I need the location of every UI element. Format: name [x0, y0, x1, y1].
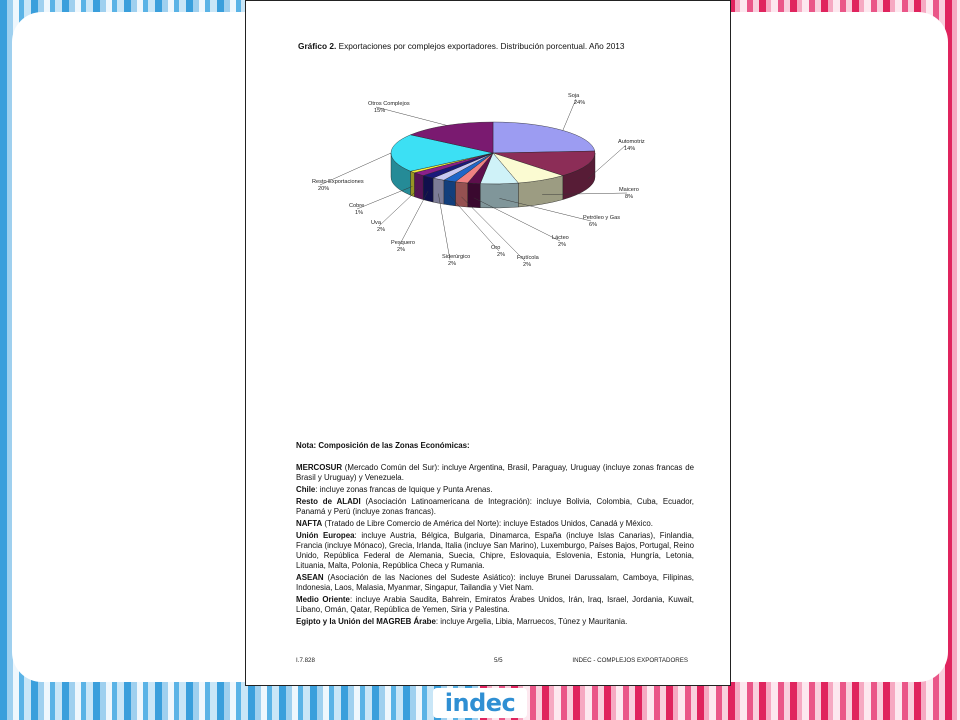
note-item-term: ASEAN [296, 573, 324, 583]
note-item [296, 595, 694, 615]
pie-slice-side [423, 176, 433, 202]
pie-slice-label: Pesquero [391, 240, 415, 246]
note-item [296, 617, 694, 627]
document-footer [296, 657, 688, 669]
pie-slice-label: Cobre [349, 203, 365, 209]
note-item-term: Egipto y la Unión del MAGREB Árabe [296, 617, 436, 627]
note-item-term: Chile [296, 485, 316, 495]
chart-title-number: Gráfico 2. [298, 41, 337, 51]
pie-chart [246, 81, 732, 281]
pie-slice-value: 15% [374, 108, 386, 114]
indec-logo [433, 688, 527, 718]
note-item-text: (Asociación de las Naciones del Sudeste Asiático): incluye Brunei Darussalam, Camboya, Filipinas, Indonesia, Laos, Malasia, Myanmar, Singapur, Tailandia y Viet Nam. [296, 573, 694, 593]
note-item-text: (Asociación Latinoamericana de Integración): incluye Bolivia, Colombia, Cuba, Ecuador, Panamá y Perú (incluye zonas francas). [296, 497, 694, 517]
pie-slice-label: Lácteo [552, 235, 569, 241]
pie-slice-value: 2% [523, 262, 532, 268]
pie-chart-tops [391, 122, 595, 184]
pie-slice-value: 6% [589, 222, 598, 228]
pie-slice-side [468, 183, 481, 208]
pie-slice-value: 2% [497, 252, 506, 258]
note-item-term: NAFTA [296, 519, 323, 529]
note-item-text: (Mercado Común del Sur): incluye Argentina, Brasil, Paraguay, Uruguay (incluye zonas francas de Brasil y Uruguay) y Venezuela. [296, 463, 694, 483]
chart-title-text: Exportaciones por complejos exportadores. Distribución porcentual. Año 2013 [336, 41, 625, 51]
note-item [296, 485, 694, 495]
chart-title [298, 41, 625, 51]
logo-text: indec [444, 689, 516, 717]
note-items [296, 463, 694, 627]
pie-slice-value: 1% [355, 210, 364, 216]
pie-slice-side [414, 173, 423, 200]
note-item [296, 573, 694, 593]
note-item-term: MERCOSUR [296, 463, 343, 473]
note-item [296, 519, 694, 529]
pie-slice-value: 2% [448, 261, 457, 267]
pie-leader-line [357, 186, 412, 209]
pie-slice [493, 122, 595, 153]
pie-slice-side [433, 178, 444, 204]
note-item [296, 497, 694, 517]
note-item-text: (Tratado de Libre Comercio de América del Norte): incluye Estados Unidos, Canadá y México. [322, 519, 653, 529]
note-item-text: : incluye Austria, Bélgica, Bulgaria, Dinamarca, España (incluye Islas Canarias), Finlandia, Francia (incluye Mónaco), Grecia, Irlanda, Italia (incluye San Marino), Luxemburgo, Países Bajos, Portugal, Reino Unido, República Federal de Alemania, Suecia, Chipre, Eslovaquia, Eslovenia, Estonia, Hungría, Letonia, Lituania, Malta, Polonia, República Checa y Rumania. [296, 531, 694, 571]
pie-slice-label: Resto Exportaciones [312, 179, 364, 185]
pie-slice-value: 2% [397, 247, 406, 253]
economic-zones-note [296, 441, 694, 630]
pie-slice-label: Otros Complejos [368, 101, 410, 107]
pie-slice-side [444, 180, 456, 206]
footer-source: INDEC - COMPLEJOS EXPORTADORES [572, 657, 688, 664]
pie-slice-side [480, 183, 518, 208]
pie-slice-label: Frutícola [517, 255, 539, 261]
pie-slice-label: Oro [491, 245, 501, 251]
pie-slice-value: 2% [558, 242, 567, 248]
note-item [296, 463, 694, 483]
pie-slice-value: 20% [318, 186, 330, 192]
pie-leader-line [399, 191, 428, 246]
pie-slice-value: 2% [377, 227, 386, 233]
note-item-text: : incluye Argelia, Libia, Marruecos, Túnez y Mauritania. [435, 617, 628, 627]
note-item-term: Unión Europea [296, 531, 355, 541]
footer-page-number: 5/5 [494, 657, 503, 664]
footer-code: I.7.828 [296, 657, 315, 664]
pie-slice-label: Automotriz [618, 139, 645, 145]
note-item [296, 531, 694, 571]
document-page [245, 0, 731, 686]
pie-slice-label: Soja [568, 93, 580, 99]
pie-slice-value: 24% [574, 100, 586, 106]
pie-leader-line [376, 107, 447, 125]
pie-slice-label: Maicero [619, 187, 639, 193]
pie-slice-value: 14% [624, 146, 636, 152]
note-item-text: : incluye zonas francas de Iquique y Punta Arenas. [315, 485, 493, 495]
note-title: Nota: Composición de las Zonas Económicas: [296, 441, 470, 450]
pie-slice-side [455, 182, 467, 207]
pie-slice-value: 8% [625, 194, 634, 200]
pie-slice-label: Petróleo y Gas [583, 215, 620, 221]
pie-slice-label: Siderúrgico [442, 254, 471, 260]
note-item-text: : incluye Arabia Saudita, Bahrein, Emiratos Árabes Unidos, Irán, Iraq, Israel, Jordania, Kuwait, Líbano, Omán, Qatar, República de Yemen, Siria y Palestina. [296, 595, 694, 615]
pie-slice-label: Uva [371, 220, 381, 226]
note-item-term: Medio Oriente [296, 595, 350, 605]
note-item-term: Resto de ALADI [296, 497, 361, 507]
